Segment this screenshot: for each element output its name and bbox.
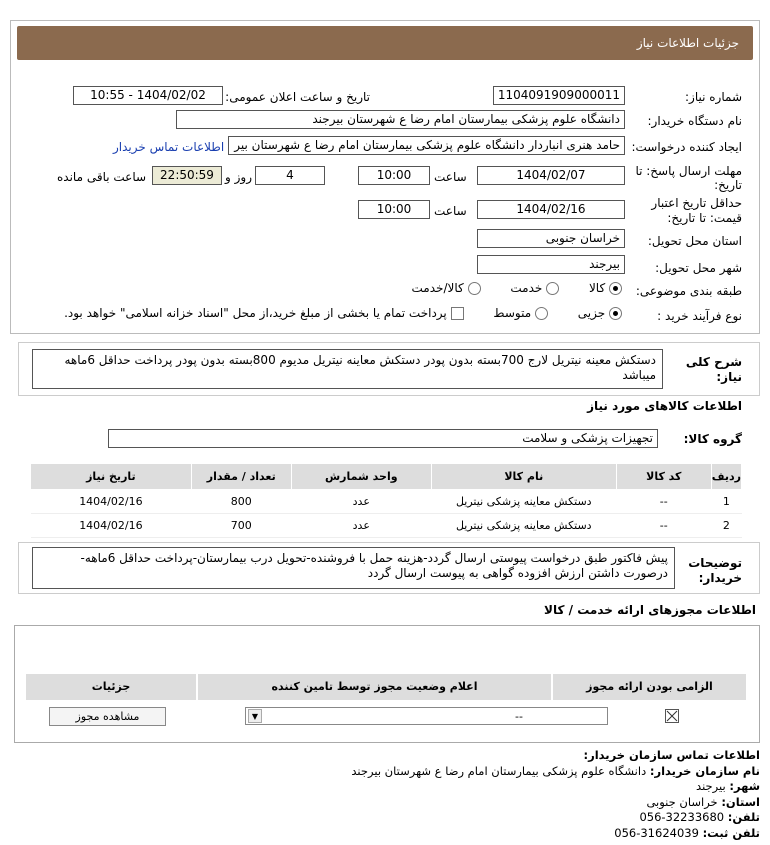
buyer-notes-label-2: خریدار:: [698, 571, 742, 585]
validity-time-field[interactable]: 10:00: [358, 200, 430, 219]
buyer-org-label: نام دستگاه خریدار:: [647, 114, 742, 128]
city-label: شهر محل تحویل:: [655, 261, 742, 275]
table-row: [31, 514, 742, 538]
cell-unit: عدد: [291, 514, 431, 538]
category-service-radio[interactable]: [546, 282, 559, 295]
category-options: [412, 281, 622, 295]
cell-qty: 800: [191, 490, 291, 514]
page-header: [17, 26, 753, 60]
buyer-org-field[interactable]: دانشگاه علوم پزشکی بیمارستان امام رضا ع شهرستان بیرجند: [176, 110, 625, 129]
creator-label: ایجاد کننده درخواست:: [631, 140, 742, 154]
reply-time-label: ساعت: [434, 170, 467, 184]
table-row: [31, 490, 742, 514]
permit-col-details: جزئیات: [91, 680, 131, 693]
treasury-payment-note: پرداخت تمام یا بخشی از مبلغ خرید،از محل "اسناد خزانه اسلامی" خواهد بود.: [64, 306, 447, 320]
permit-required-checkbox: [665, 709, 679, 723]
description-label-2: نیاز:: [716, 370, 742, 384]
days-label: روز و: [225, 170, 252, 184]
cell-qty: 700: [191, 514, 291, 538]
permit-status-value: --: [515, 710, 523, 723]
category-both-radio[interactable]: [468, 282, 481, 295]
contact-org-label: نام سازمان خریدار:: [649, 763, 760, 778]
goods-info-title: اطلاعات کالاهای مورد نیاز: [587, 399, 742, 413]
announce-label: تاریخ و ساعت اعلان عمومی:: [225, 90, 370, 104]
permit-col-required: الزامی بودن ارائه مجوز: [551, 674, 746, 700]
category-both-label: کالا/خدمت: [411, 281, 464, 295]
cell-code: --: [616, 490, 711, 514]
buyer-notes-label: توضیحات: [688, 556, 742, 570]
process-medium-radio[interactable]: [535, 307, 548, 320]
description-label: شرح کلی: [685, 355, 742, 369]
contact-org: دانشگاه علوم پزشکی بیمارستان امام رضا ع شهرستان بیرجند: [351, 763, 647, 778]
contact-phone-label: تلفن ثبت:: [702, 825, 760, 840]
contact-city-label: شهر:: [729, 779, 760, 793]
permits-title: اطلاعات مجوزهای ارائه خدمت / کالا: [544, 603, 756, 617]
contact-phone: 056-31624039: [614, 825, 699, 840]
process-partial-radio[interactable]: [609, 307, 622, 320]
permit-col-status: اعلام وضعیت مجوز توسط تامین کننده: [196, 674, 551, 700]
goods-table: [30, 463, 742, 538]
cell-row: 1: [711, 490, 741, 514]
category-service-label: خدمت: [510, 281, 543, 295]
cell-row: 2: [711, 514, 741, 538]
col-unit: واحد شمارش: [291, 464, 431, 490]
remaining-field: 22:50:59: [152, 166, 222, 185]
contact-title: اطلاعات تماس سازمان خریدار:: [583, 748, 760, 762]
creator-field[interactable]: حامد هنری انباردار دانشگاه علوم پزشکی بیمارستان امام رضا ع شهرستان بیر: [228, 136, 625, 155]
process-medium-label: متوسط: [493, 306, 532, 320]
validity-date-field[interactable]: 1404/02/16: [477, 200, 625, 219]
contact-info: [20, 748, 760, 841]
contact-fax-label: تلفن:: [727, 810, 760, 824]
validity-label-2: قیمت: تا تاریخ:: [667, 211, 742, 225]
reply-time-field[interactable]: 10:00: [358, 166, 430, 185]
permits-table: [26, 674, 746, 700]
col-name: نام کالا: [431, 464, 616, 490]
contact-buyer-link[interactable]: اطلاعات تماس خریدار: [113, 140, 225, 154]
permit-status-select[interactable]: [245, 707, 608, 725]
reply-date-field[interactable]: 1404/02/07: [477, 166, 625, 185]
treasury-payment-checkbox[interactable]: [451, 307, 464, 320]
category-label: طبقه بندی موضوعی:: [635, 284, 742, 298]
contact-province-label: استان:: [721, 794, 760, 809]
process-options: [64, 306, 622, 320]
days-field[interactable]: 4: [255, 166, 325, 185]
reply-deadline-label: مهلت ارسال پاسخ: تا: [635, 164, 742, 178]
province-label: استان محل تحویل:: [647, 234, 742, 248]
cell-name: دستکش معاینه پزشکی نیتریل: [431, 514, 616, 538]
cell-code: --: [616, 514, 711, 538]
col-row: ردیف: [711, 464, 741, 490]
cell-date: 1404/02/16: [31, 490, 192, 514]
category-goods-label: کالا: [588, 281, 606, 295]
cell-date: 1404/02/16: [31, 514, 192, 538]
contact-province: خراسان جنوبی: [646, 794, 718, 809]
announce-field[interactable]: 1404/02/02 - 10:55: [73, 86, 223, 105]
remaining-label: ساعت باقی مانده: [57, 170, 147, 184]
cell-name: دستکش معاینه پزشکی نیتریل: [431, 490, 616, 514]
validity-time-label: ساعت: [434, 204, 467, 218]
col-qty: تعداد / مقدار: [191, 464, 291, 490]
goods-table-panel: [30, 463, 742, 543]
contact-fax: 056-32233680: [639, 810, 725, 824]
select-arrow-icon[interactable]: ▼: [248, 709, 262, 723]
goods-table-header: [31, 464, 742, 490]
need-number-label: شماره نیاز:: [685, 90, 742, 104]
validity-label: حداقل تاریخ اعتبار: [651, 196, 742, 210]
cell-unit: عدد: [291, 490, 431, 514]
page-title: جزئیات اطلاعات نیاز: [636, 36, 739, 50]
reply-deadline-label-2: تاریخ:: [714, 178, 742, 192]
process-label: نوع فرآیند خرید :: [657, 309, 742, 323]
category-goods-radio[interactable]: [609, 282, 622, 295]
city-field[interactable]: بیرجند: [477, 255, 625, 274]
goods-group-label: گروه کالا:: [683, 432, 742, 446]
col-code: کد کالا: [616, 464, 711, 490]
buyer-notes-text: پیش فاکتور طبق درخواست پیوستی ارسال گردد-هزینه حمل با فروشنده-تحویل درب بیمارستان-پرداخت حداقل 6ماهه-درصورت داشتن ارزش افزوده گواهی به پیوست ارسال گردد: [32, 547, 675, 589]
contact-city: بیرجند: [696, 779, 726, 793]
view-permit-button[interactable]: مشاهده مجوز: [49, 707, 166, 726]
col-date: تاریخ نیاز: [31, 464, 192, 490]
process-partial-label: جزیی: [577, 306, 606, 320]
description-text: دستکش معینه نیتریل لارج 700بسته بدون پودر دستکش معاینه نیتریل مدیوم 800بسته بدون پودر پرداخت حداقل 6ماهه میباشد: [32, 349, 663, 389]
goods-group-field[interactable]: تجهیزات پزشکی و سلامت: [108, 429, 658, 448]
need-number-field[interactable]: 1104091909000011: [493, 86, 625, 105]
province-field[interactable]: خراسان جنوبی: [477, 229, 625, 248]
